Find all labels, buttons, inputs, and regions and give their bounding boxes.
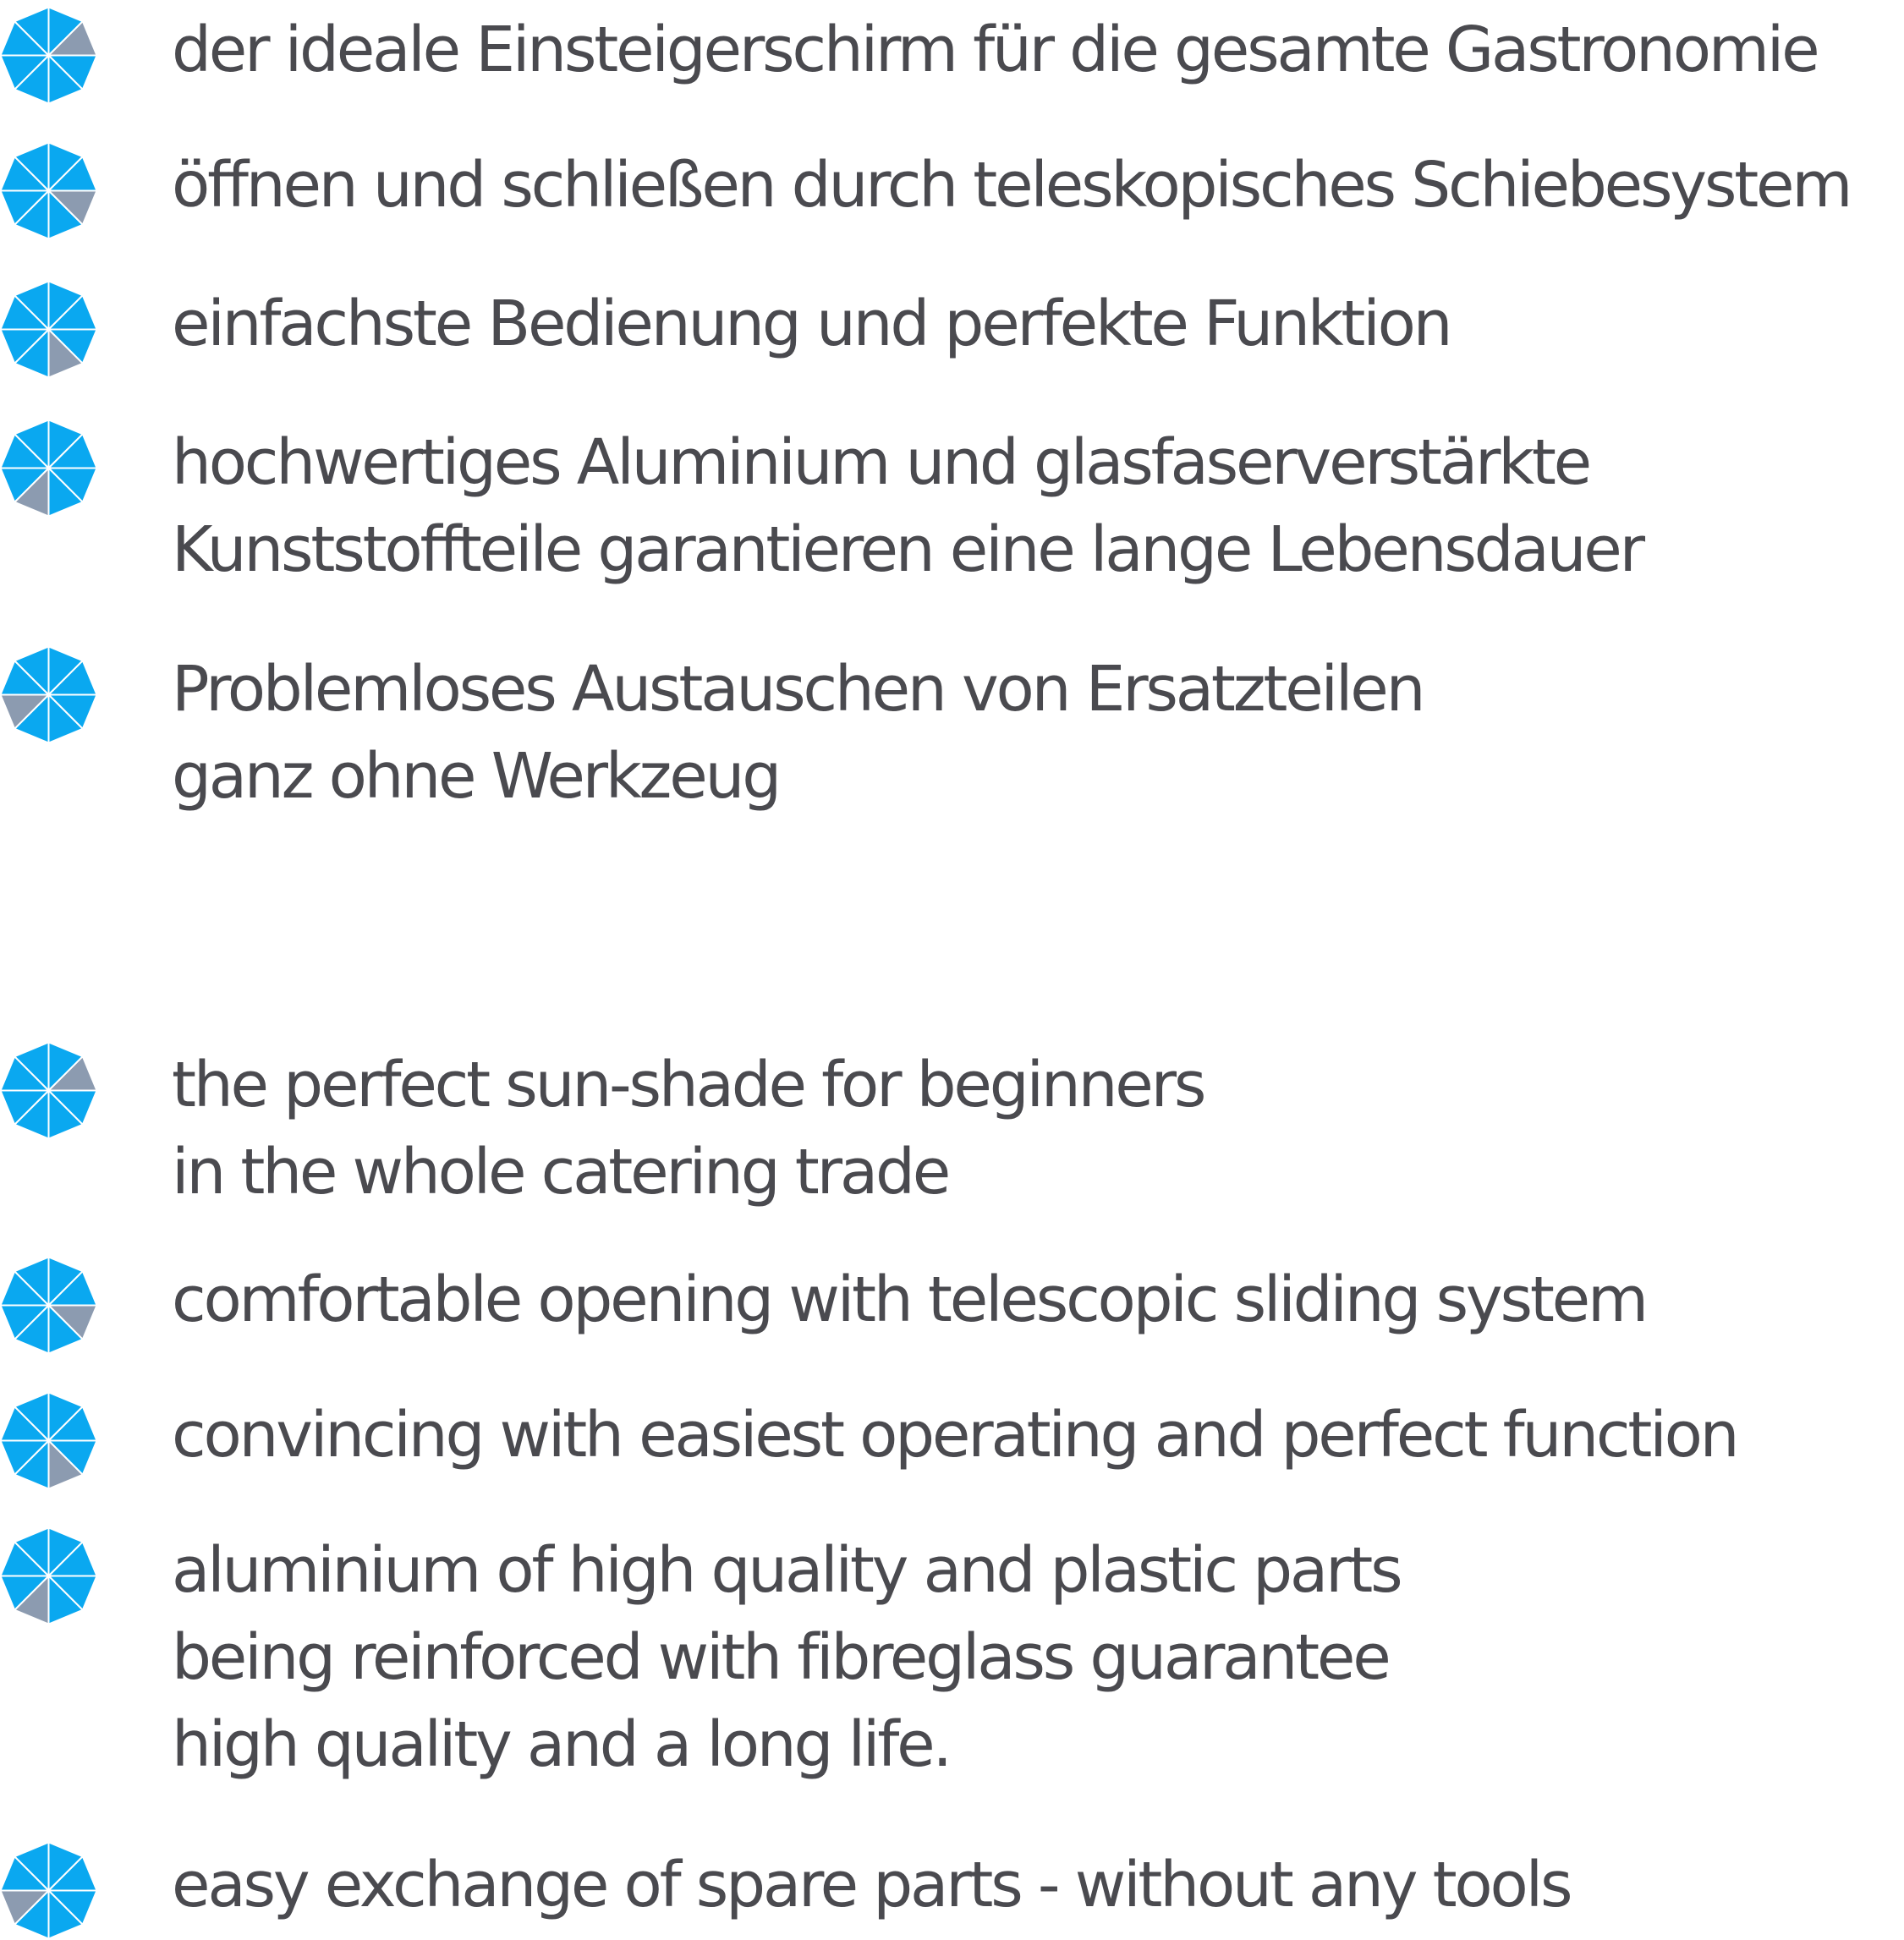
item-text [172, 7, 1817, 94]
item-line: einfachste Bedienung und perfekte Funktion [172, 288, 1451, 360]
umbrella-icon [0, 419, 97, 517]
item-text [172, 419, 1643, 594]
item-line: Kunststoffteile garantieren eine lange Lebensdauer [172, 513, 1643, 586]
umbrella-icon [0, 7, 97, 104]
item-text [172, 646, 1423, 820]
umbrella-icon [0, 1257, 97, 1354]
umbrella-icon [0, 1527, 97, 1625]
item-text [172, 1842, 1570, 1929]
item-text [172, 1257, 1646, 1344]
umbrella-icon [0, 1842, 97, 1939]
item-line: the perfect sun-shade for beginners [172, 1049, 1204, 1121]
item-line: der ideale Einsteigerschirm für die gesamte Gastronomie [172, 14, 1818, 86]
item-text [172, 1392, 1737, 1479]
umbrella-icon [0, 281, 97, 378]
umbrella-icon [0, 142, 97, 239]
item-text [172, 1042, 1204, 1216]
item-line: easy exchange of spare parts - without any tools [172, 1849, 1571, 1921]
item-text [172, 281, 1450, 368]
item-line: ganz ohne Werkzeug [172, 740, 779, 813]
umbrella-icon [0, 646, 97, 743]
item-line: Problemloses Austauschen von Ersatzteilen [172, 653, 1424, 726]
item-line: hochwertiges Aluminium und glasfaserverstärkte [172, 426, 1589, 499]
item-line: being reinforced with fibreglass guarantee [172, 1621, 1389, 1694]
item-line: high quality and a long life. [172, 1708, 950, 1781]
item-line: comfortable opening with telescopic sliding system [172, 1263, 1646, 1336]
item-text [172, 1527, 1400, 1789]
item-line: öffnen und schließen durch teleskopisches Schiebesystem [172, 149, 1851, 222]
umbrella-icon [0, 1042, 97, 1139]
umbrella-icon [0, 1392, 97, 1489]
item-line: in the whole catering trade [172, 1136, 949, 1208]
item-line: aluminium of high quality and plastic parts [172, 1534, 1401, 1607]
item-line: convincing with easiest operating and perfect function [172, 1399, 1737, 1471]
item-text [172, 142, 1850, 229]
